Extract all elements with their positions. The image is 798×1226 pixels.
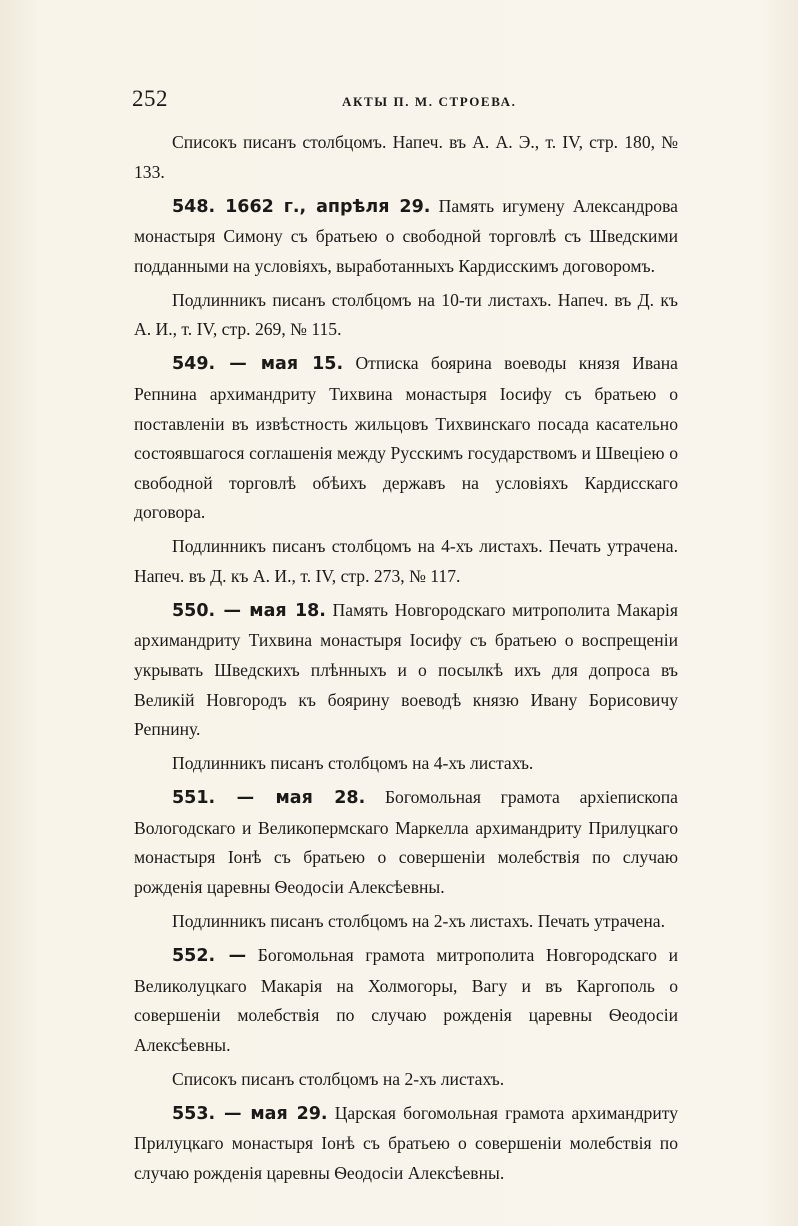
entry-number: 550. bbox=[172, 600, 216, 621]
paragraph-text: Подлинникъ писанъ столбцомъ на 10-ти листахъ. Напеч. въ Д. къ А. И., т. IV, стр. 269, № 115. bbox=[134, 289, 678, 340]
source-note bbox=[134, 749, 678, 779]
entry-date: — bbox=[215, 945, 247, 966]
entry-text: Память игумену Александрова монастыря Симону съ братьею о свободной торговлѣ съ Шведскими подданными на условіяхъ, выработанныхъ Кардисскимъ договоромъ. bbox=[134, 195, 678, 276]
source-note bbox=[134, 128, 678, 187]
paragraph-text: Подлинникъ писанъ столбцомъ на 2-хъ листахъ. Печать утрачена. bbox=[172, 910, 665, 931]
entry-number: 549. bbox=[172, 354, 216, 375]
source-note bbox=[134, 907, 678, 937]
entry-text: Богомольная грамота архіепископа Вологодскаго и Великопермскаго Маркелла архимандриту Прилуцкаго монастыря Іонѣ съ братьею о совершеніи молебствія по случаю рожденія царевны Ѳеодосіи Алексѣевны. bbox=[134, 787, 678, 897]
source-note bbox=[134, 1065, 678, 1095]
entry-text: Память Новгородскаго митрополита Макарія архимандриту Тихвина монастыря Іосифу съ братьею о воспрещеніи укрывать Шведскихъ плѣнныхъ и о посылкѣ ихъ для допроса въ Великій Новгородъ къ боярину воеводѣ князю Ивану Борисовичу Репнину. bbox=[134, 599, 678, 740]
paragraph-text: Подлинникъ писанъ столбцомъ на 4-хъ листахъ. bbox=[172, 753, 534, 774]
entry-number: 553. bbox=[172, 1103, 216, 1124]
entry-date: — мая 18. bbox=[215, 600, 326, 621]
entry-552 bbox=[134, 941, 678, 1060]
entry-date: — мая 29. bbox=[215, 1103, 328, 1124]
source-note bbox=[134, 286, 678, 345]
entry-text: Богомольная грамота митрополита Новгородскаго и Великолуцкаго Макарія на Холмогоры, Вагу и въ Каргополь о совершеніи молебствія по случаю рожденія царевны Ѳеодосіи Алексѣевны. bbox=[134, 944, 678, 1055]
entry-549 bbox=[134, 349, 678, 528]
entry-date: — мая 28. bbox=[215, 788, 366, 809]
paragraph-text: Списокъ писанъ столбцомъ на 2-хъ листахъ. bbox=[172, 1068, 505, 1089]
page-number: 252 bbox=[132, 86, 168, 111]
entry-number: 548. bbox=[172, 196, 216, 217]
entry-number: 552. bbox=[172, 945, 216, 966]
entry-553 bbox=[134, 1099, 678, 1189]
entry-text: Отписка боярина воеводы князя Ивана Репнина архимандриту Тихвина монастыря Іосифу съ братьею о поставленіи въ извѣстность жильцовъ Тихвинскаго посада касательно состоявшагося соглашенія между Русскимъ государствомъ и Швеціею о свободной торговлѣ обѣихъ державъ на условіяхъ Кардисскаго договора. bbox=[134, 353, 678, 523]
source-note bbox=[134, 532, 678, 591]
entry-550 bbox=[134, 596, 678, 745]
running-title: АКТЫ П. М. СТРОЕВА. bbox=[342, 94, 517, 109]
entry-number: 551. bbox=[172, 788, 216, 809]
entry-date: — мая 15. bbox=[215, 354, 344, 375]
paragraph-text: Списокъ писанъ столбцомъ. Напеч. въ А. А. Э., т. IV, стр. 180, № 133. bbox=[134, 132, 678, 182]
entry-551 bbox=[134, 783, 678, 902]
entry-548 bbox=[134, 192, 678, 282]
entry-text: Царская богомольная грамота архимандриту Прилуцкаго монастыря Іонѣ съ братьею о совершеніи молебствія по случаю рожденія царевны Ѳеодосіи Алексѣевны. bbox=[134, 1102, 678, 1183]
entry-date: 1662 г., апрѣля 29. bbox=[215, 196, 431, 217]
running-header bbox=[132, 86, 672, 120]
document-body bbox=[134, 128, 678, 1193]
paragraph-text: Подлинникъ писанъ столбцомъ на 4-хъ листахъ. Печать утрачена. Напеч. въ Д. къ А. И., т. IV, стр. 273, № 117. bbox=[134, 536, 678, 586]
